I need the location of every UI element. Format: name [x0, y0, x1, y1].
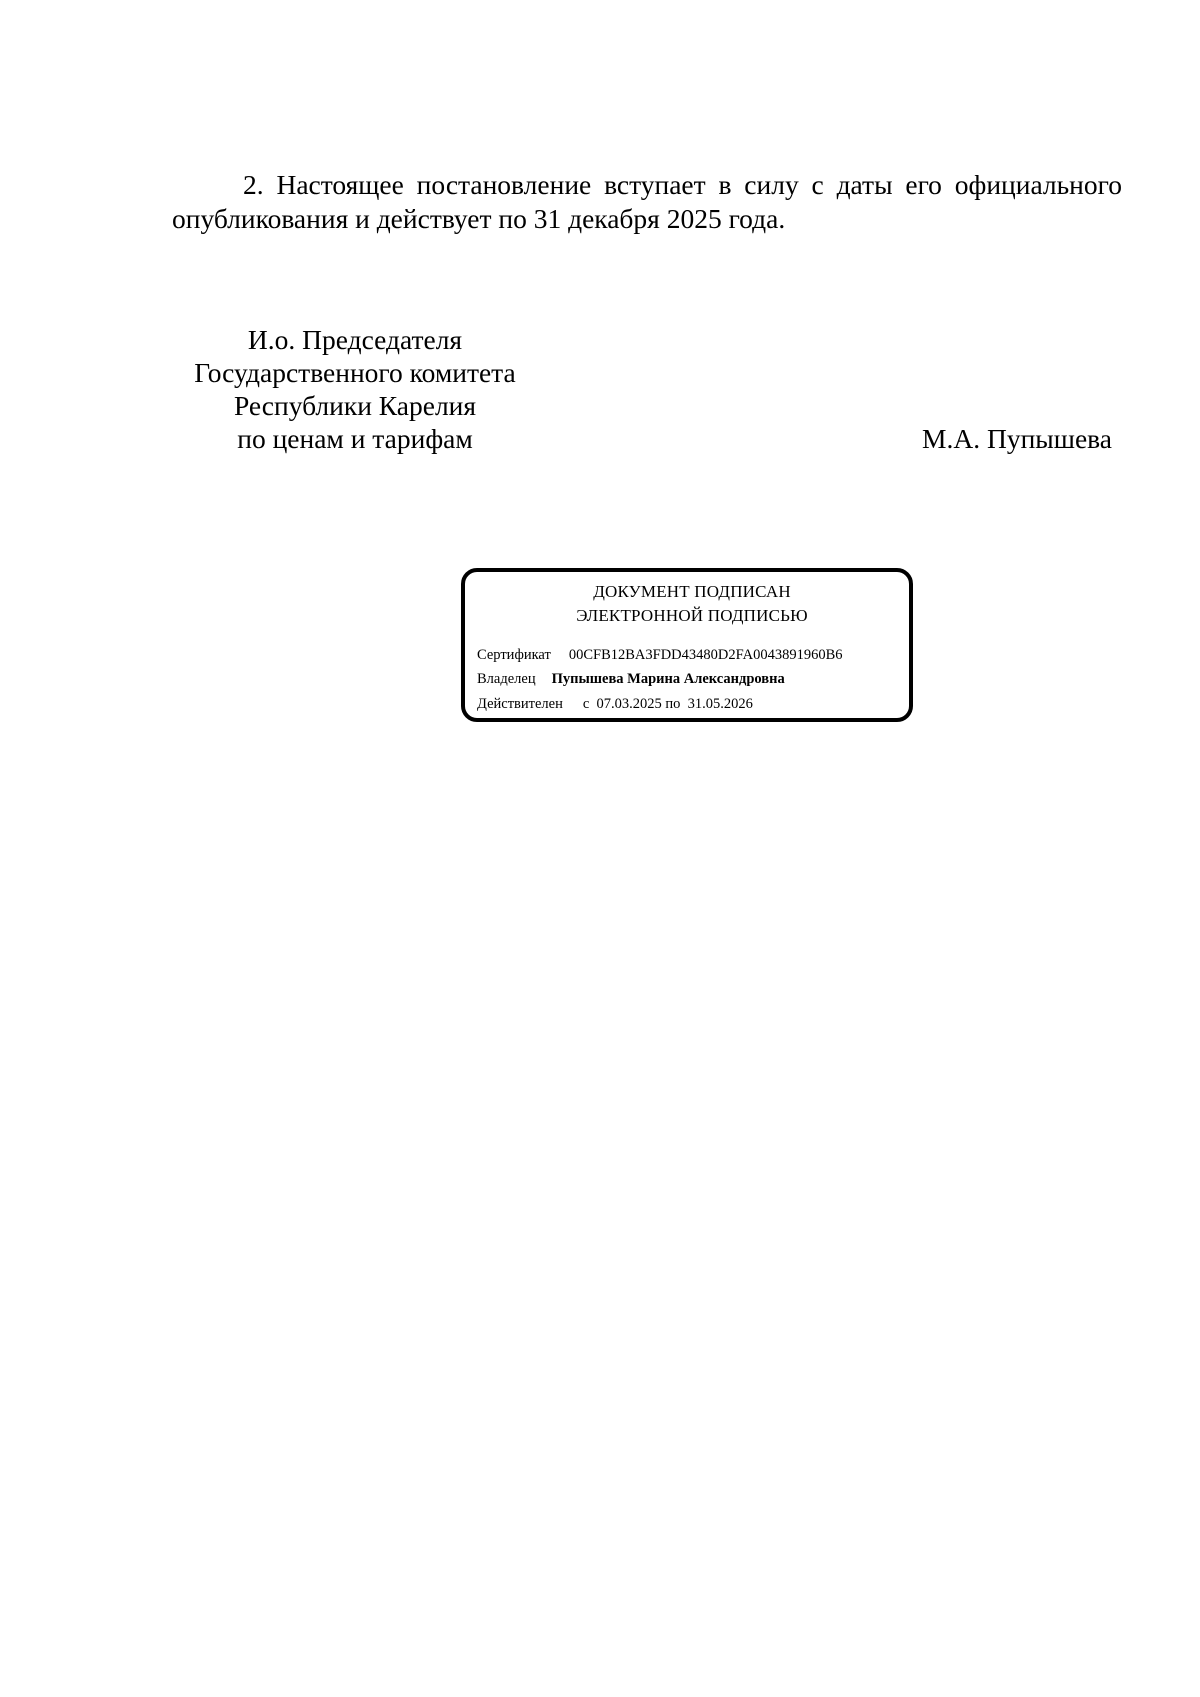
certificate-value: 00CFB12BA3FDD43480D2FA0043891960B6 — [568, 647, 843, 663]
valid-value: с 07.03.2025 по 31.05.2026 — [582, 696, 753, 712]
electronic-signature-stamp — [461, 568, 913, 722]
position-line-1: И.о. Председателя — [247, 324, 463, 355]
stamp-owner-row — [477, 669, 785, 689]
paragraph-text: 2. Настоящее постановление вступает в силу с даты его официального опубликования и действует по 31 декабря 2025 года. — [172, 169, 1122, 234]
stamp-validity-row — [477, 694, 753, 714]
signatory-name: М.А. Пупышева — [922, 423, 1112, 454]
stamp-title-line-1: ДОКУМЕНТ ПОДПИСАН — [593, 582, 791, 601]
stamp-certificate-row — [477, 645, 843, 665]
decree-paragraph — [172, 168, 1122, 236]
owner-value: Пупышева Марина Александровна — [551, 671, 785, 687]
signatory-position — [182, 323, 528, 455]
owner-label: Владелец — [477, 671, 536, 687]
certificate-label: Сертификат — [477, 647, 551, 663]
position-line-2: Государственного комитета — [194, 357, 516, 388]
position-line-3: Республики Карелия — [233, 390, 477, 421]
valid-label: Действителен — [477, 696, 563, 712]
position-line-4: по ценам и тарифам — [237, 423, 473, 454]
stamp-title-line-2: ЭЛЕКТРОННОЙ ПОДПИСЬЮ — [576, 606, 808, 625]
